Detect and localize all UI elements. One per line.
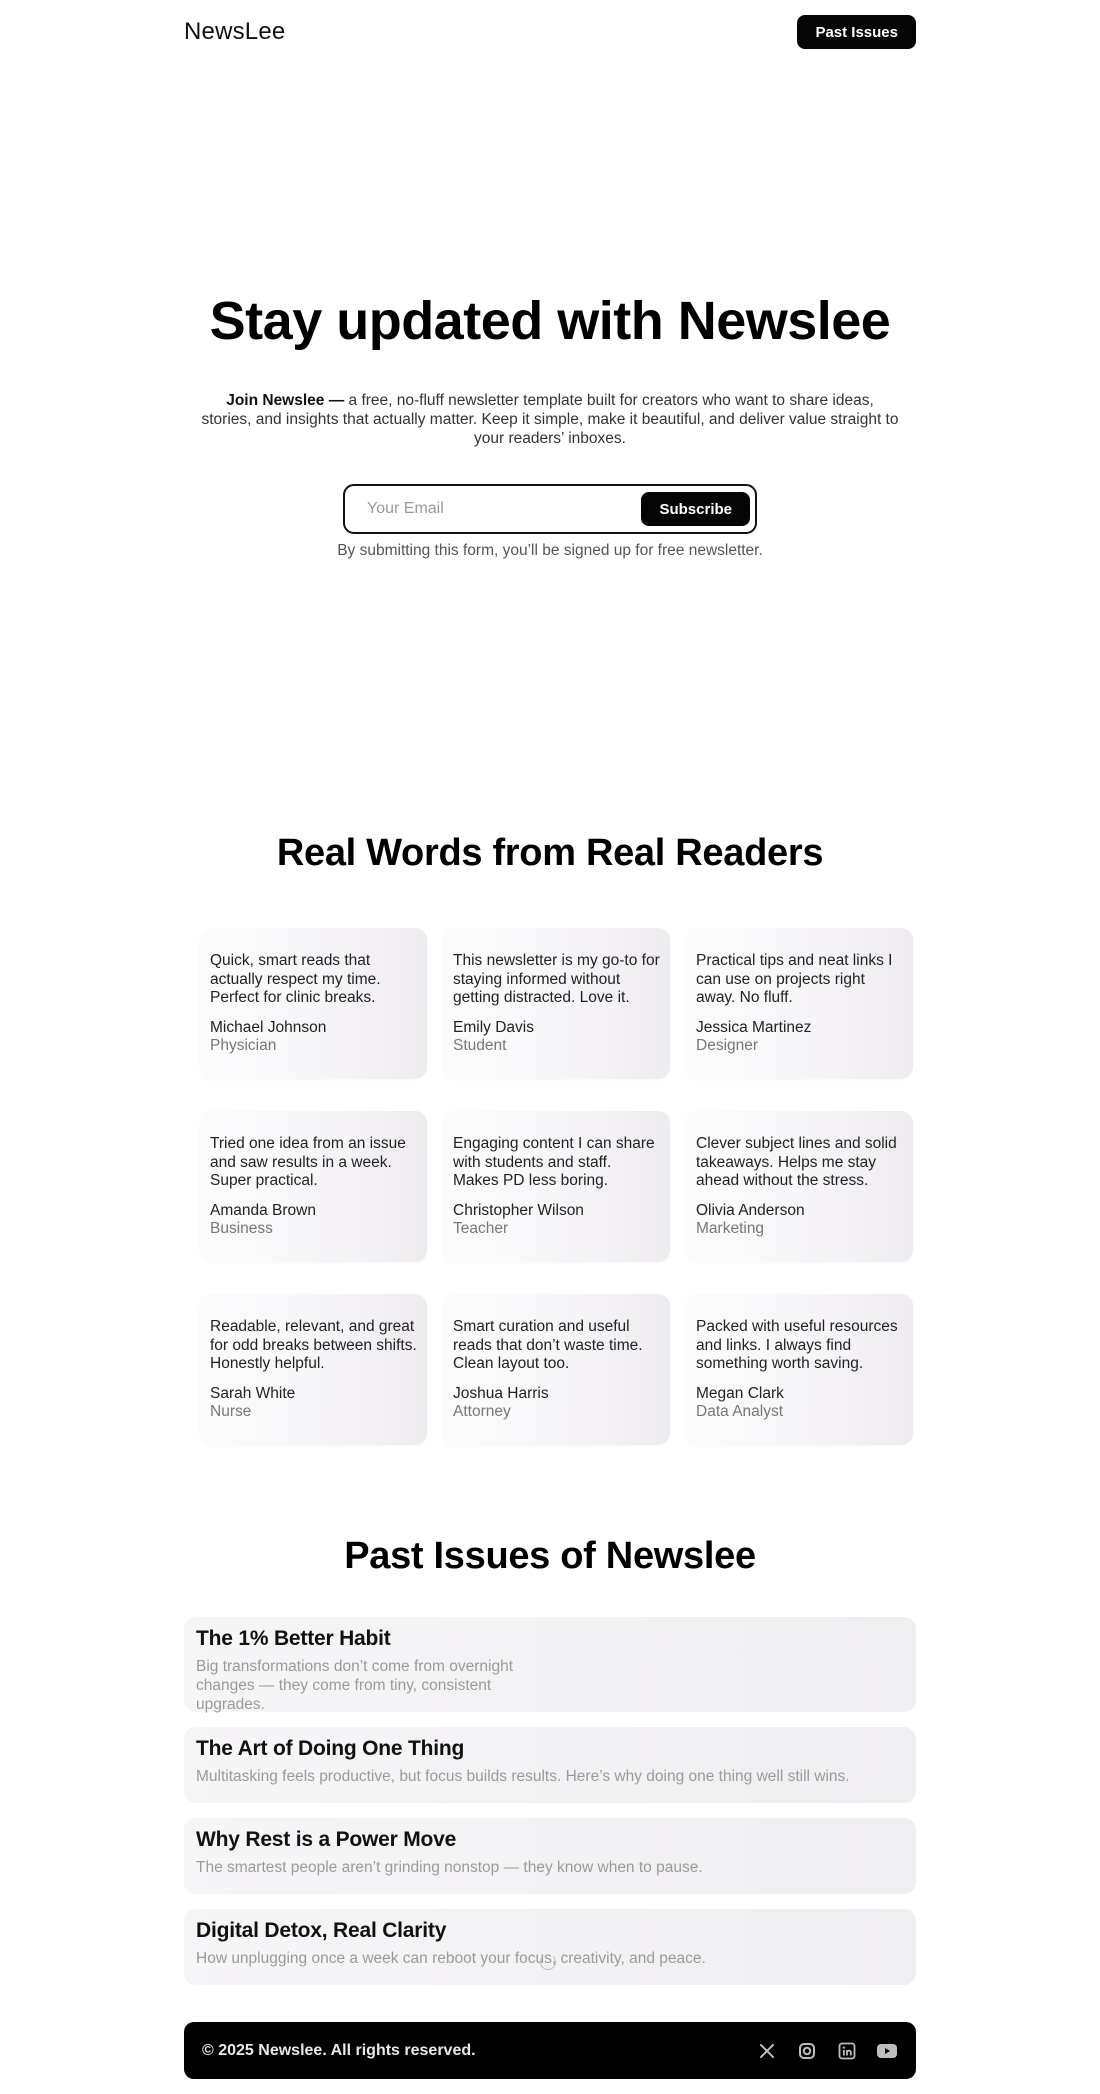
subscribe-form (343, 484, 757, 534)
hero-lead: Join Newslee — (226, 392, 345, 409)
issue-card[interactable] (184, 1727, 916, 1803)
testimonial-role: Attorney (453, 1402, 511, 1420)
instagram-icon[interactable] (796, 2040, 818, 2062)
issue-title: Digital Detox, Real Clarity (196, 1919, 447, 1942)
testimonial-role: Nurse (210, 1402, 252, 1420)
issue-title: The Art of Doing One Thing (196, 1737, 465, 1760)
testimonial-card (686, 1294, 913, 1445)
testimonial-name: Sarah White (210, 1384, 296, 1402)
issue-description: Multitasking feels productive, but focus builds results. Here’s why doing one thing well still wins. (196, 1768, 850, 1785)
testimonial-name: Christopher Wilson (453, 1201, 584, 1219)
issue-description: The smartest people aren’t grinding nonstop — they know when to pause. (196, 1859, 703, 1876)
hero-description (200, 391, 900, 448)
brand-logo[interactable]: NewsLee (184, 18, 286, 45)
testimonial-card (200, 1294, 427, 1445)
testimonial-quote: Engaging content I can share with students and staff. Makes PD less boring. (453, 1135, 655, 1190)
testimonial-card (443, 1111, 670, 1262)
testimonial-quote: This newsletter is my go-to for staying informed without getting distracted. Love it. (453, 952, 660, 1007)
testimonial-role: Teacher (453, 1219, 509, 1237)
issue-card[interactable] (184, 1818, 916, 1894)
footer (184, 2022, 916, 2079)
hero-description-text: a free, no-fluff newsletter template built for creators who want to share ideas, stories, and insights that actually matter. Keep it simple, make it beautiful, and deliver value straight to your readers’ inboxes. (201, 392, 899, 447)
testimonial-quote: Practical tips and neat links I can use on projects right away. No fluff. (696, 952, 893, 1007)
issue-description: Big transformations don’t come from overnight changes — they come from tiny, consistent upgrades. (196, 1658, 514, 1713)
testimonial-quote: Clever subject lines and solid takeaways. Helps me stay ahead without the stress. (696, 1135, 897, 1190)
past-issues-button[interactable]: Past Issues (797, 15, 916, 49)
testimonial-card (686, 928, 913, 1079)
testimonial-card (443, 928, 670, 1079)
testimonial-card (686, 1111, 913, 1262)
youtube-icon[interactable] (876, 2040, 898, 2062)
issue-title: Why Rest is a Power Move (196, 1828, 457, 1851)
issue-card[interactable] (184, 1909, 916, 1985)
testimonial-name: Jessica Martinez (696, 1018, 812, 1036)
linkedin-icon[interactable] (836, 2040, 858, 2062)
issue-title: The 1% Better Habit (196, 1627, 391, 1650)
issue-description: How unplugging once a week can reboot your focus, creativity, and peace. (196, 1950, 706, 1967)
form-note: By submitting this form, you’ll be signed up for free newsletter. (337, 542, 763, 559)
email-input[interactable] (365, 499, 641, 519)
x-icon[interactable] (756, 2040, 778, 2062)
testimonial-name: Megan Clark (696, 1384, 784, 1402)
testimonial-name: Olivia Anderson (696, 1201, 805, 1219)
issue-card[interactable] (184, 1617, 916, 1712)
testimonials-title: Real Words from Real Readers (276, 832, 824, 874)
testimonial-role: Data Analyst (696, 1402, 784, 1420)
testimonial-card (200, 1111, 427, 1262)
top-nav (184, 14, 916, 50)
past-issues-title: Past Issues of Newslee (344, 1535, 756, 1577)
testimonial-quote: Packed with useful resources and links. I always find something worth saving. (696, 1318, 898, 1373)
testimonials-grid (200, 928, 910, 1445)
social-links (756, 2040, 898, 2062)
loading-spinner-icon (540, 1954, 556, 1970)
testimonial-role: Business (210, 1219, 273, 1237)
testimonial-card (443, 1294, 670, 1445)
testimonial-role: Physician (210, 1036, 277, 1054)
testimonial-quote: Smart curation and useful reads that don’t waste time. Clean layout too. (453, 1318, 643, 1373)
issues-list (184, 1617, 916, 2000)
testimonial-name: Amanda Brown (210, 1201, 316, 1219)
testimonial-name: Emily Davis (453, 1018, 534, 1036)
testimonial-name: Michael Johnson (210, 1018, 327, 1036)
testimonial-role: Designer (696, 1036, 759, 1054)
testimonial-role: Marketing (696, 1219, 765, 1237)
testimonial-card (200, 928, 427, 1079)
testimonial-quote: Readable, relevant, and great for odd breaks between shifts. Honestly helpful. (210, 1318, 417, 1373)
testimonial-quote: Quick, smart reads that actually respect my time. Perfect for clinic breaks. (210, 952, 381, 1007)
subscribe-button[interactable]: Subscribe (641, 492, 750, 526)
hero-title: Stay updated with Newslee (209, 291, 891, 351)
testimonial-name: Joshua Harris (453, 1384, 549, 1402)
testimonial-role: Student (453, 1036, 507, 1054)
copyright-text: © 2025 Newslee. All rights reserved. (202, 2041, 476, 2059)
testimonial-quote: Tried one idea from an issue and saw results in a week. Super practical. (210, 1135, 406, 1190)
